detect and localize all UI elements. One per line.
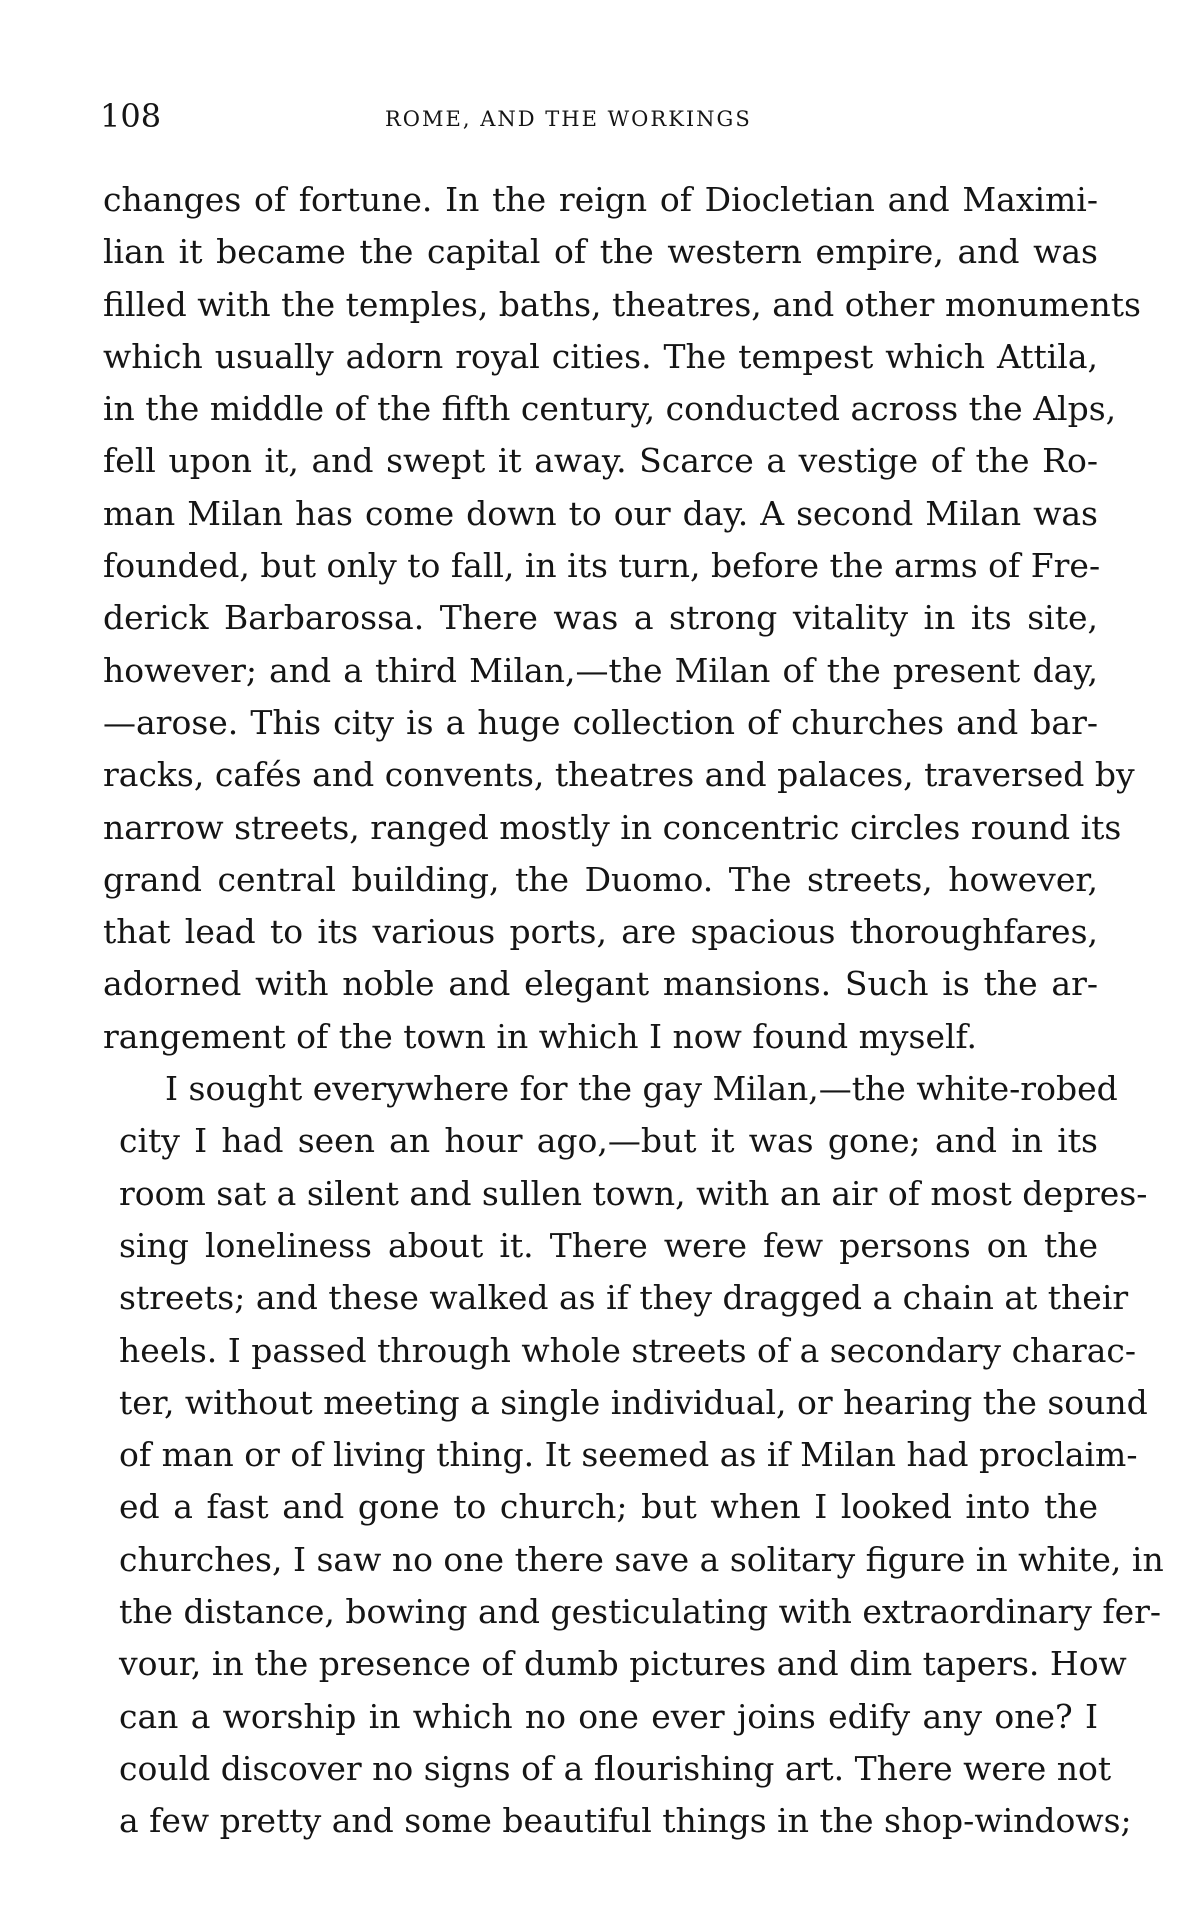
text-line: founded, but only to fall, in its turn, before the arms of Fre- <box>103 546 1101 586</box>
text-line: changes of fortune. In the reign of Diocletian and Maximi- <box>103 180 1098 219</box>
text-line: derick Barbarossa. There was a strong vitality in its site, <box>103 598 1098 638</box>
text-line: filled with the temples, baths, theatres, and other monuments <box>103 284 1141 324</box>
text-line: lian it became the capital of the western empire, and was <box>103 232 1098 272</box>
text-line: vour, in the presence of dumb pictures and dim tapers. How <box>119 1644 1127 1684</box>
text-line: —arose. This city is a huge collection of churches and bar- <box>103 702 1098 742</box>
text-line: adorned with noble and elegant mansions. Such is the ar- <box>103 964 1098 1004</box>
page-number: 108 <box>100 97 162 135</box>
text-line: grand central building, the Duomo. The streets, however, <box>103 859 1098 899</box>
text-line: narrow streets, ranged mostly in concentric circles round its <box>103 807 1122 847</box>
text-line: however; and a third Milan,—the Milan of the present day, <box>103 650 1098 690</box>
page-header <box>100 96 1100 136</box>
text-line: ter, without meeting a single individual, or hearing the sound <box>119 1382 1148 1422</box>
text-line: sing loneliness about it. There were few persons on the <box>119 1225 1098 1265</box>
text-line: a few pretty and some beautiful things in the shop-windows; <box>119 1801 1132 1841</box>
text-line: in the middle of the fifth century, conducted across the Alps, <box>103 389 1117 429</box>
text-line: room sat a silent and sullen town, with an air of most depres- <box>119 1173 1148 1213</box>
text-line: man Milan has come down to our day. A second Milan was <box>103 493 1098 533</box>
text-line: fell upon it, and swept it away. Scarce a vestige of the Ro- <box>103 441 1098 481</box>
text-line: rangement of the town in which I now found myself. <box>103 1016 978 1056</box>
text-line: that lead to its various ports, are spacious thoroughfares, <box>103 912 1098 952</box>
running-head: ROME, AND THE WORKINGS <box>385 107 752 131</box>
text-line: of man or of living thing. It seemed as if Milan had proclaim- <box>119 1435 1138 1475</box>
text-line: ed a fast and gone to church; but when I looked into the <box>119 1487 1098 1527</box>
text-line: which usually adorn royal cities. The tempest which Attila, <box>103 336 1098 376</box>
text-line: the distance, bowing and gesticulating with extraordinary fer- <box>119 1592 1162 1632</box>
text-line: churches, I saw no one there save a solitary figure in white, in <box>119 1539 1164 1579</box>
paragraph-1 <box>103 180 1141 1069</box>
text-line: heels. I passed through whole streets of a secondary charac- <box>119 1330 1137 1370</box>
text-line: can a worship in which no one ever joins edify any one? I <box>119 1696 1098 1736</box>
text-line: I sought everywhere for the gay Milan,—the white-robed <box>165 1069 1118 1109</box>
text-line: could discover no signs of a flourishing art. There were not <box>119 1748 1112 1788</box>
text-line: city I had seen an hour ago,—but it was gone; and in its <box>119 1121 1098 1161</box>
text-line: streets; and these walked as if they dragged a chain at their <box>119 1278 1129 1318</box>
text-line: racks, cafés and convents, theatres and palaces, traversed by <box>103 755 1135 795</box>
paragraph-2 <box>103 1069 1164 1853</box>
body-text <box>103 180 1164 1854</box>
